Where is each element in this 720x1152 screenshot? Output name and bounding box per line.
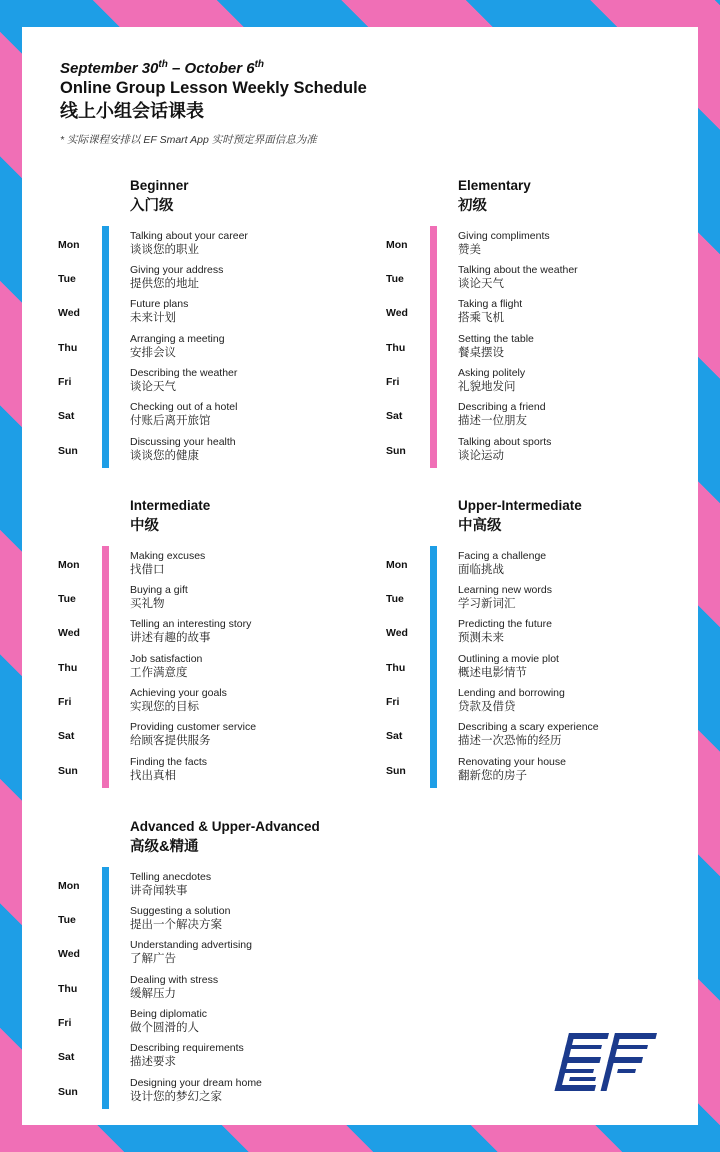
lesson-en: Describing a scary experience [458, 721, 599, 733]
schedule-row-sun [350, 435, 650, 469]
day-label: Tue [58, 914, 76, 926]
lesson-cn: 贷款及借贷 [458, 701, 516, 713]
schedule-row-wed [22, 938, 322, 972]
lesson-en: Asking politely [458, 367, 526, 379]
level-title-en: Beginner [130, 178, 189, 193]
schedule-row-fri [22, 366, 322, 400]
lesson-cn: 付账后离开旅馆 [130, 415, 211, 427]
day-label: Thu [386, 342, 406, 354]
lesson-en: Describing requirements [130, 1042, 244, 1054]
lesson-en: Setting the table [458, 333, 534, 345]
day-label: Sun [58, 765, 78, 777]
schedule-row-tue [22, 583, 322, 617]
day-label: Sun [386, 445, 406, 457]
level-advanced [22, 818, 322, 1118]
level-title-en: Upper-Intermediate [458, 498, 582, 513]
lesson-en: Predicting the future [458, 618, 552, 630]
lesson-en: Discussing your health [130, 436, 236, 448]
schedule-row-wed [350, 297, 650, 331]
schedule-row-thu [350, 652, 650, 686]
schedule-row-sun [22, 435, 322, 469]
day-label: Sat [58, 1051, 75, 1063]
level-title-en: Elementary [458, 178, 531, 193]
level-upper-intermediate [350, 497, 650, 797]
day-label: Tue [58, 593, 76, 605]
lesson-cn: 谈论天气 [130, 381, 176, 393]
lesson-cn: 谈论运动 [458, 450, 504, 462]
lesson-en: Describing a friend [458, 401, 546, 413]
schedule-row-sat [22, 400, 322, 434]
day-label: Fri [58, 376, 72, 388]
schedule-row-sat [22, 1041, 322, 1075]
day-label: Mon [58, 239, 80, 251]
lesson-en: Job satisfaction [130, 653, 203, 665]
title-cn: 线上小组会话课表 [60, 101, 204, 121]
lesson-en: Telling anecdotes [130, 871, 212, 883]
lesson-en: Outlining a movie plot [458, 653, 559, 665]
day-label: Sun [58, 445, 78, 457]
day-label: Tue [58, 273, 76, 285]
day-label: Tue [386, 593, 404, 605]
lesson-en: Learning new words [458, 584, 552, 596]
lesson-cn: 描述一位朋友 [458, 415, 527, 427]
schedule-row-sun [22, 755, 322, 789]
schedule-header [60, 55, 367, 123]
level-intermediate [22, 497, 322, 797]
schedule-row-tue [350, 263, 650, 297]
schedule-row-sat [350, 720, 650, 754]
lesson-cn: 安排会议 [130, 347, 176, 359]
title-en: Online Group Lesson Weekly Schedule [60, 79, 367, 97]
lesson-cn: 概述电影情节 [458, 667, 527, 679]
lesson-cn: 礼貌地发问 [458, 381, 516, 393]
lesson-cn: 讲奇闻轶事 [130, 885, 188, 897]
lesson-en: Making excuses [130, 550, 206, 562]
ef-logo-icon [552, 1029, 664, 1095]
schedule-row-mon [350, 549, 650, 583]
day-label: Fri [386, 696, 400, 708]
schedule-row-fri [350, 686, 650, 720]
schedule-row-thu [350, 332, 650, 366]
schedule-row-sun [22, 1076, 322, 1110]
day-label: Fri [58, 1017, 72, 1029]
day-label: Mon [58, 880, 80, 892]
lesson-cn: 给顾客提供服务 [130, 735, 211, 747]
day-label: Sat [386, 730, 403, 742]
level-title-cn: 中级 [130, 518, 159, 534]
lesson-en: Telling an interesting story [130, 618, 252, 630]
level-title-cn: 初级 [458, 198, 487, 214]
day-label: Sun [386, 765, 406, 777]
lesson-cn: 讲述有趣的故事 [130, 632, 211, 644]
lesson-cn: 工作满意度 [130, 667, 188, 679]
day-label: Thu [58, 342, 78, 354]
schedule-row-mon [22, 870, 322, 904]
lesson-cn: 做个圆滑的人 [130, 1022, 199, 1034]
schedule-note: * 实际课程安排以 EF Smart App 实时预定界面信息为准 [60, 134, 317, 146]
level-elementary [350, 177, 650, 477]
day-label: Wed [58, 307, 80, 319]
schedule-row-tue [22, 263, 322, 297]
lesson-en: Taking a flight [458, 298, 523, 310]
day-label: Mon [386, 239, 408, 251]
lesson-en: Talking about sports [458, 436, 552, 448]
day-label: Thu [58, 983, 78, 995]
schedule-row-fri [350, 366, 650, 400]
lesson-cn: 谈谈您的健康 [130, 450, 199, 462]
lesson-en: Achieving your goals [130, 687, 227, 699]
day-label: Sun [58, 1086, 78, 1098]
lesson-cn: 谈论天气 [458, 278, 504, 290]
schedule-row-sun [350, 755, 650, 789]
level-beginner [22, 177, 322, 477]
schedule-row-tue [350, 583, 650, 617]
lesson-en: Lending and borrowing [458, 687, 565, 699]
lesson-cn: 找出真相 [130, 770, 176, 782]
lesson-cn: 买礼物 [130, 598, 165, 610]
schedule-row-fri [22, 686, 322, 720]
schedule-row-tue [22, 904, 322, 938]
lesson-cn: 翻新您的房子 [458, 770, 527, 782]
schedule-row-thu [22, 652, 322, 686]
lesson-en: Giving compliments [458, 230, 550, 242]
lesson-cn: 预测未来 [458, 632, 504, 644]
schedule-row-mon [350, 229, 650, 263]
schedule-row-wed [350, 617, 650, 651]
lesson-cn: 搭乘飞机 [458, 312, 504, 324]
lesson-en: Designing your dream home [130, 1077, 262, 1089]
day-label: Thu [58, 662, 78, 674]
level-title-en: Advanced & Upper-Advanced [130, 819, 320, 834]
lesson-en: Talking about your career [130, 230, 248, 242]
level-title-cn: 高级&精通 [130, 839, 199, 855]
day-label: Wed [386, 627, 408, 639]
lesson-en: Suggesting a solution [130, 905, 231, 917]
schedule-row-sat [22, 720, 322, 754]
lesson-en: Checking out of a hotel [130, 401, 238, 413]
lesson-en: Being diplomatic [130, 1008, 208, 1020]
day-label: Mon [58, 559, 80, 571]
lesson-en: Arranging a meeting [130, 333, 225, 345]
lesson-cn: 设计您的梦幻之家 [130, 1091, 222, 1103]
schedule-row-thu [22, 332, 322, 366]
lesson-cn: 提出一个解决方案 [130, 919, 222, 931]
lesson-cn: 餐桌摆设 [458, 347, 504, 359]
lesson-en: Renovating your house [458, 756, 566, 768]
lesson-en: Future plans [130, 298, 189, 310]
day-label: Fri [58, 696, 72, 708]
day-label: Wed [386, 307, 408, 319]
lesson-cn: 了解广告 [130, 953, 176, 965]
schedule-row-wed [22, 617, 322, 651]
lesson-cn: 描述要求 [130, 1056, 176, 1068]
level-title-cn: 中高级 [458, 518, 502, 534]
lesson-cn: 描述一次恐怖的经历 [458, 735, 562, 747]
lesson-en: Facing a challenge [458, 550, 547, 562]
lesson-en: Talking about the weather [458, 264, 578, 276]
level-title-cn: 入门级 [130, 198, 174, 214]
day-label: Fri [386, 376, 400, 388]
lesson-cn: 赞美 [458, 244, 481, 256]
day-label: Tue [386, 273, 404, 285]
lesson-en: Providing customer service [130, 721, 257, 733]
lesson-en: Buying a gift [130, 584, 188, 596]
day-label: Mon [386, 559, 408, 571]
lesson-cn: 缓解压力 [130, 988, 176, 1000]
date-range: September 30th – October 6th [60, 59, 265, 77]
lesson-en: Dealing with stress [130, 974, 219, 986]
lesson-en: Giving your address [130, 264, 224, 276]
day-label: Sat [386, 410, 403, 422]
lesson-en: Describing the weather [130, 367, 238, 379]
schedule-page [22, 27, 698, 1125]
lesson-en: Understanding advertising [130, 939, 252, 951]
level-title-en: Intermediate [130, 498, 211, 513]
lesson-cn: 找借口 [130, 564, 165, 576]
schedule-row-wed [22, 297, 322, 331]
lesson-cn: 谈谈您的职业 [130, 244, 199, 256]
day-label: Sat [58, 730, 75, 742]
schedule-row-sat [350, 400, 650, 434]
day-label: Thu [386, 662, 406, 674]
day-label: Wed [58, 948, 80, 960]
lesson-cn: 学习新词汇 [458, 598, 516, 610]
day-label: Wed [58, 627, 80, 639]
schedule-row-mon [22, 549, 322, 583]
lesson-cn: 实现您的目标 [130, 701, 199, 713]
lesson-cn: 提供您的地址 [130, 278, 199, 290]
schedule-row-fri [22, 1007, 322, 1041]
lesson-en: Finding the facts [130, 756, 208, 768]
day-label: Sat [58, 410, 75, 422]
schedule-row-mon [22, 229, 322, 263]
lesson-cn: 面临挑战 [458, 564, 504, 576]
schedule-row-thu [22, 973, 322, 1007]
lesson-cn: 未来计划 [130, 312, 176, 324]
